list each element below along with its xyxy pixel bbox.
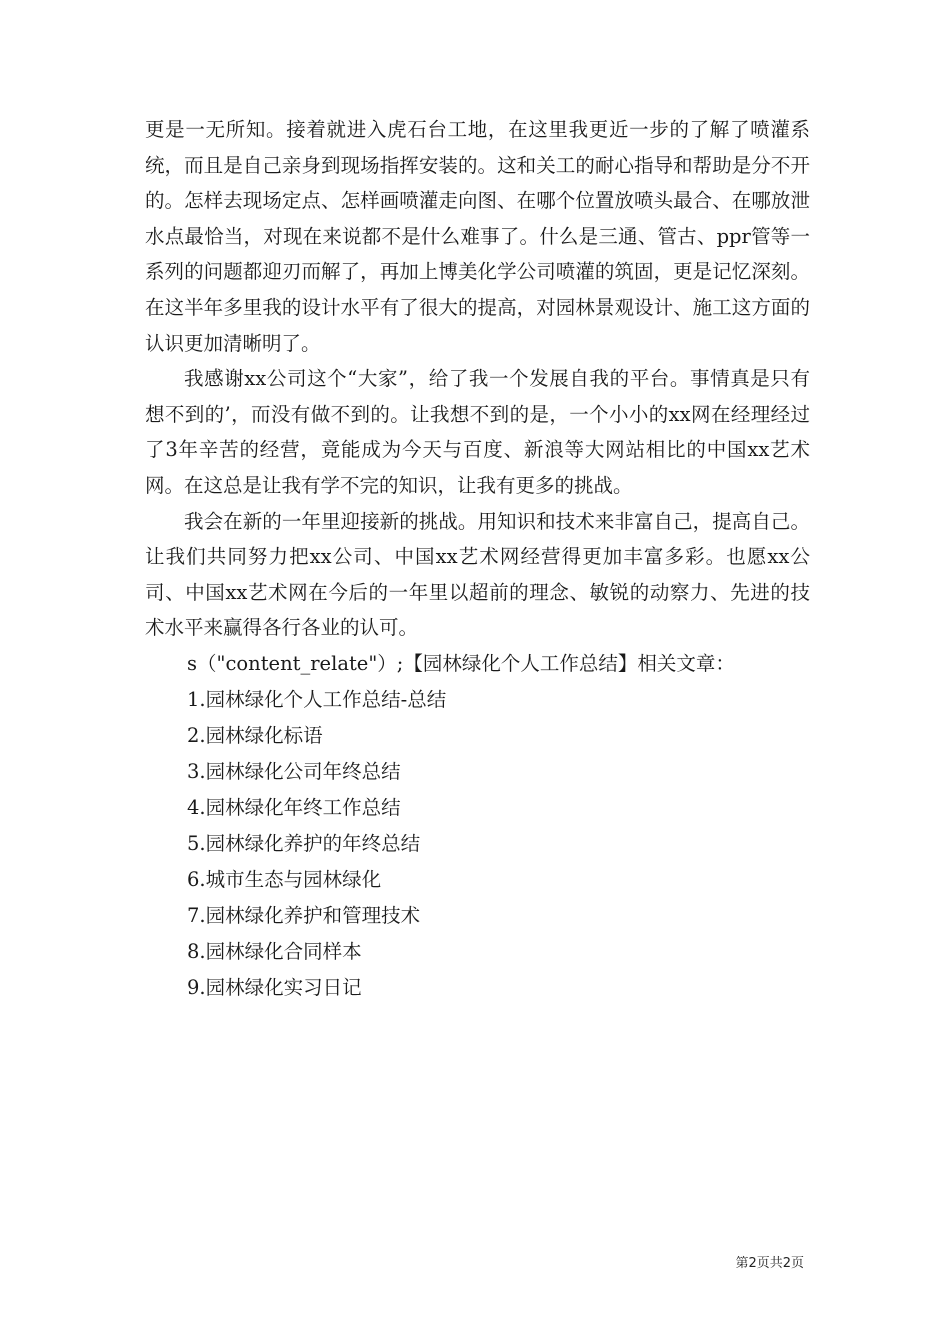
page-number: 第2页共2页 — [735, 1256, 804, 1271]
related-articles-list — [145, 682, 810, 1006]
related-articles-heading: s（"content_relate"）;【园林绿化个人工作总结】相关文章： — [187, 651, 735, 675]
paragraph-new-year: 我会在新的一年里迎接新的挑战。用知识和技术来非富自己，提高自己。让我们共同努力把xx公司、中国xx艺术网经营得更加丰富多彩。也愿xx公司、中国xx艺术网在今后的一年里以超前的理念、敏锐的动察力、先进的技术水平来赢得各行各业的认可。 — [145, 509, 810, 640]
related-article-link[interactable]: 9.园林绿化实习日记 — [187, 975, 362, 999]
related-article-link[interactable]: 2.园林绿化标语 — [187, 723, 323, 747]
related-article-link[interactable]: 8.园林绿化合同样本 — [187, 939, 362, 963]
paragraph-continued: 更是一无所知。接着就进入虎石台工地，在这里我更近一步的了解了喷灌系统，而且是自己亲身到现场指挥安装的。这和关工的耐心指导和帮助是分不开的。怎样去现场定点、怎样画喷灌走向图、在哪个位置放喷头最合、在哪放泄水点最恰当，对现在来说都不是什么难事了。什么是三通、管古、ppr管等一系列的问题都迎刃而解了，再加上博美化学公司喷灌的筑固，更是记忆深刻。在这半年多里我的设计水平有了很大的提高，对园林景观设计、施工这方面的认识更加清晰明了。 — [145, 118, 810, 355]
related-article-link[interactable]: 5.园林绿化养护的年终总结 — [187, 831, 421, 855]
paragraph-thanks: 我感谢xx公司这个“大家”，给了我一个发展自我的平台。事情真是只有想不到的’，而没有做不到的。让我想不到的是，一个小小的xx网在经理经过了3年辛苦的经营，竟能成为今天与百度、新浪等大网站相比的中国xx艺术网。在这总是让我有学不完的知识，让我有更多的挑战。 — [145, 367, 810, 497]
document-body — [145, 112, 810, 1006]
related-article-link[interactable]: 7.园林绿化养护和管理技术 — [187, 903, 421, 927]
related-article-link[interactable]: 6.城市生态与园林绿化 — [187, 867, 382, 891]
related-article-link[interactable]: 1.园林绿化个人工作总结-总结 — [187, 687, 447, 711]
related-article-link[interactable]: 3.园林绿化公司年终总结 — [187, 759, 401, 783]
related-article-link[interactable]: 4.园林绿化年终工作总结 — [187, 795, 401, 819]
